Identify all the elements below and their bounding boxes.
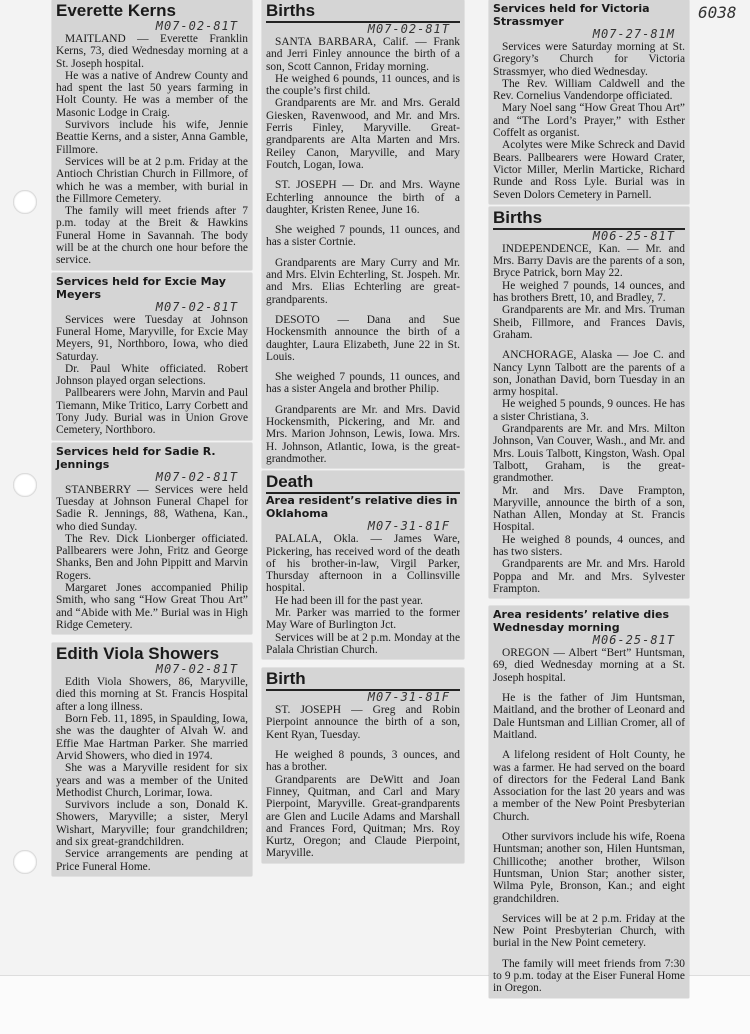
article-paragraph: Service arrangements are pending at Price Funeral Home. bbox=[56, 848, 248, 873]
article-paragraph: Born Feb. 11, 1895, in Spaulding, Iowa, she was the daughter of Alvah W. and Effie Mae Hartman Parker. She married Arvid Showers, who died in 1974. bbox=[56, 713, 248, 762]
article-paragraph: Grandparents are Mary Curry and Mr. and Mrs. Elvin Echterling, St. Jospeh. Mr. and Mrs. Elias Echterling are great-grandparents. bbox=[266, 256, 460, 306]
article-paragraph: Services will be at 2 p.m. Monday at the Palala Christian Church. bbox=[266, 631, 460, 656]
article-paragraph: ANCHORAGE, Alaska — Joe C. and Nancy Lynn Talbott are the parents of a son, Jonathan David, born Tuesday in an army hospital. bbox=[493, 349, 685, 399]
article-paragraph: Mary Noel sang “How Great Thou Art” and “The Lord’s Prayer,” with Esther Coffelt as organist. bbox=[493, 102, 685, 140]
clipping-births-davis bbox=[489, 207, 689, 598]
punch-hole bbox=[13, 850, 37, 874]
article-paragraph: Grandparents are Mr. and Mrs. David Hockensmith, Pickering, and Mr. and Mrs. Marion Johnson, Lewis, Iowa. Mrs. H. Johnson, Atlantic, Iowa, is the great-grandmother. bbox=[266, 403, 460, 465]
article-paragraph: She weighed 7 pounds, 11 ounces, and has a sister Angela and brother Philip. bbox=[266, 371, 460, 396]
article-paragraph: The family will meet friends from 7:30 to 9 p.m. today at the Eiser Funeral Home in Oregon. bbox=[493, 957, 685, 995]
clipping-sadie-jennings bbox=[52, 443, 252, 635]
article-paragraph: He weighed 7 pounds, 14 ounces, and has brothers Brett, 10, and Bradley, 7. bbox=[493, 279, 685, 305]
headline: Everette Kerns bbox=[56, 1, 177, 20]
article-paragraph: She was a Maryville resident for six years and was a member of the United Methodist Church, Lorimar, Iowa. bbox=[56, 762, 248, 799]
headline: Birth bbox=[266, 670, 460, 691]
article-paragraph: Margaret Jones accompanied Philip Smith, who sang “How Great Thou Art” and “Abide with Me.” Burial was in High Ridge Cemetery. bbox=[56, 581, 248, 631]
article-paragraph: He weighed 8 pounds, 4 ounces, and has two sisters. bbox=[493, 533, 685, 558]
clipping-birth-pierpoint bbox=[262, 668, 464, 863]
handwritten-date-note: M07-02-81T bbox=[155, 299, 238, 314]
article-paragraph: Edith Viola Showers, 86, Maryville, died this morning at St. Francis Hospital after a long illness. bbox=[56, 676, 248, 713]
article-paragraph: The family will meet friends after 7 p.m. today at the Breit & Hawkins Funeral Home in Savannah. The body will be at the church one hour before the service. bbox=[56, 205, 248, 267]
article-paragraph: Dr. Paul White officiated. Robert Johnson played organ selections. bbox=[56, 362, 248, 388]
handwritten-date-note: M07-02-81T bbox=[155, 662, 238, 677]
article-paragraph: Services were Tuesday at Johnson Funeral Home, Maryville, for Excie May Meyers, 91, Northboro, Iowa, who died Saturday. bbox=[56, 313, 248, 363]
headline: Births bbox=[493, 209, 685, 230]
article-paragraph: Other survivors include his wife, Roena Huntsman; another son, Hilen Huntsman, Chillicothe; another brother, Wilson Huntsman, Union Star; another sister, Wilma Pyle, Bronson, Kan.; and eight grandchildren. bbox=[493, 831, 685, 905]
article-paragraph: Mr. and Mrs. Dave Frampton, Maryville, announce the birth of a son, Nathan Allen, Monday at St. Francis Hospital. bbox=[493, 484, 685, 534]
article-paragraph: Grandparents are DeWitt and Joan Finney, Quitman, and Carl and Mary Pierpoint, Maryville. Great-grandparents are Glen and Lucile Adams and Marshall and Frances Ford, Quitman; Mrs. Roy Kurtz, Oregon; and Claude Pierpoint, Maryville. bbox=[266, 773, 460, 860]
handwritten-date-note: M07-31-81F bbox=[367, 519, 450, 534]
handwritten-date-note: M07-02-81T bbox=[155, 469, 238, 484]
handwritten-date-note: M06-25-81T bbox=[592, 228, 675, 243]
handwritten-date-note: M07-31-81F bbox=[367, 690, 450, 705]
article-paragraph: STANBERRY — Services were held Tuesday at Johnson Funeral Chapel for Sadie R. Jennings, 88, Wathena, Kan., who died Sunday. bbox=[56, 483, 248, 533]
column-left bbox=[52, 0, 252, 876]
clipping-excie-may-meyers bbox=[52, 273, 252, 440]
clipping-victoria-strassmyer bbox=[489, 0, 689, 204]
subheadline: Area resident’s relative dies in Oklahoma bbox=[266, 494, 458, 521]
handwritten-date-note: M06-25-81T bbox=[592, 633, 675, 648]
article-paragraph: Services will be at 2 p.m. Friday at the Antioch Christian Church in Fillmore, of which he was a member, with burial in the Fillmore Cemetery. bbox=[56, 155, 248, 205]
clipping-everette-kerns bbox=[52, 0, 252, 270]
article-paragraph: A lifelong resident of Holt County, he was a farmer. He had served on the board of directors for the Federal Land Bank Association for the last 20 years and was a member of the New Point Presbyterian Church. bbox=[493, 749, 685, 823]
article-paragraph: Survivors include his wife, Jennie Beattie Kerns, and a sister, Anna Gamble, Fillmore. bbox=[56, 119, 248, 156]
article-paragraph: Mr. Parker was married to the former May Ware of Burlington Jct. bbox=[266, 606, 460, 632]
article-paragraph: Pallbearers were John, Marvin and Paul Tiemann, Mike Tritico, Larry Corbett and Tony Judy. Burial was in Union Grove Cemetery, Northboro. bbox=[56, 387, 248, 437]
article-paragraph: He weighed 6 pounds, 11 ounces, and is the couple’s first child. bbox=[266, 72, 460, 98]
article-paragraph: He weighed 8 pounds, 3 ounces, and has a brother. bbox=[266, 749, 460, 774]
clipping-edith-showers bbox=[52, 643, 252, 876]
article-paragraph: Grandparents are Mr. and Mrs. Milton Johnson, Van Couver, Wash., and Mr. and Mrs. Louis Talbott, Kingston, Wash. Opal Talbott, Graham, is the great-grandmother. bbox=[493, 423, 685, 485]
clipping-albert-huntsman bbox=[489, 606, 689, 997]
article-paragraph: He had been ill for the past year. bbox=[275, 594, 424, 607]
column-right bbox=[489, 0, 689, 998]
article-paragraph: ST. JOSEPH — Dr. and Mrs. Wayne Echterling announce the birth of a daughter, Kristen Renee, June 16. bbox=[266, 179, 460, 216]
punch-hole bbox=[13, 473, 37, 497]
handwritten-date-note: M07-02-81T bbox=[367, 22, 450, 36]
article-paragraph: He is the father of Jim Huntsman, Maitland, and the brother of Leonard and Dale Huntsman and Lillian Cromer, all of Maitland. bbox=[493, 692, 685, 741]
clipping-death-parker bbox=[262, 471, 464, 659]
headline: Death bbox=[266, 473, 460, 494]
article-paragraph: SANTA BARBARA, Calif. — Frank and Jerri Finley announce the birth of a son, Scott Cannon, Friday morning. bbox=[266, 36, 460, 73]
article-paragraph: PALALA, Okla. — James Ware, Pickering, has received word of the death of his brother-in-law, Virgil Parker, Thursday afternoon in a Collinsville hospital. bbox=[266, 533, 460, 595]
article-paragraph: MAITLAND — Everette Franklin Kerns, 73, died Wednesday morning at a St. Joseph hospital. bbox=[56, 33, 248, 70]
headline: Edith Viola Showers bbox=[56, 644, 220, 664]
article-paragraph: Services were Saturday morning at St. Gregory’s Church for Victoria Strassmyer, who died Wednesday. bbox=[493, 41, 685, 78]
article-paragraph: Grandparents are Mr. and Mrs. Harold Poppa and Mr. and Mrs. Sylvester Frampton. bbox=[493, 558, 685, 595]
headline: Area residents’ relative dies Wednesday morning bbox=[493, 608, 670, 635]
headline: Services held for Victoria Strassmyer bbox=[493, 2, 650, 28]
article-paragraph: Survivors include a son, Donald K. Showers, Maryville; a sister, Meryl Wishart, Maryville; four grandchildren; and six great-grandchildren. bbox=[56, 799, 248, 849]
article-paragraph: INDEPENDENCE, Kan. — Mr. and Mrs. Barry Davis are the parents of a son, Bryce Patrick, born May 22. bbox=[493, 242, 685, 280]
article-paragraph: She weighed 7 pounds, 11 ounces, and has a sister Cortnie. bbox=[266, 224, 460, 249]
clipping-births-finley bbox=[262, 0, 464, 468]
handwritten-date-note: M07-02-81T bbox=[155, 19, 238, 33]
article-paragraph: The Rev. Dick Lionberger officiated. Pallbearers were John, Fritz and George Shanks, Ben and John Pippitt and Marvin Rogers. bbox=[56, 532, 248, 582]
article-paragraph: Acolytes were Mike Schreck and David Bears. Pallbearers were Howard Crater, Victor Miller, Merlin Marticke, Richard Runde and Ross Lyle. Burial was in Seven Dolors Cemetery in Parnell. bbox=[493, 139, 685, 201]
headline: Services held for Sadie R. Jennings bbox=[56, 444, 216, 471]
article-paragraph: OREGON — Albert “Bert” Huntsman, 69, died Wednesday morning at a St. Joseph hospital. bbox=[493, 647, 685, 684]
handwritten-date-note: M07-27-81M bbox=[592, 27, 675, 41]
article-paragraph: Grandparents are Mr. and Mrs. Gerald Giesken, Ravenwood, and Mr. and Mrs. Ferris Finley, Maryville. Great-grandparents are Alta Marten and Mrs. Reiley Canon, Maryville, and Mary Foutch, Logan, Iowa. bbox=[266, 97, 460, 171]
article-paragraph: Services will be at 2 p.m. Friday at the New Point Presbyterian Church, with burial in the New Point cemetery. bbox=[493, 912, 685, 950]
page-number: 6038 bbox=[698, 3, 737, 22]
article-paragraph: ST. JOSEPH — Greg and Robin Pierpoint announce the birth of a son, Kent Ryan, Tuesday. bbox=[266, 704, 460, 741]
article-paragraph: He was a native of Andrew County and had spent the last 50 years farming in Holt County. He was a member of the Masonic Lodge in Craig. bbox=[56, 69, 248, 119]
headline: Services held for Excie May Meyers bbox=[56, 274, 226, 301]
headline: Births bbox=[266, 2, 460, 23]
column-middle bbox=[262, 0, 464, 863]
article-paragraph: Grandparents are Mr. and Mrs. Truman Sheib, Fillmore, and Frances Davis, Graham. bbox=[493, 304, 685, 341]
article-paragraph: He weighed 5 pounds, 9 ounces. He has a sister Christiana, 3. bbox=[493, 398, 685, 423]
punch-hole bbox=[13, 190, 37, 214]
article-paragraph: The Rev. William Caldwell and the Rev. Cornelius Vandendorpe officiated. bbox=[493, 77, 685, 103]
article-paragraph: DESOTO — Dana and Sue Hockensmith announce the birth of a daughter, Laura Elizabeth, June 22 in St. Louis. bbox=[266, 313, 460, 363]
